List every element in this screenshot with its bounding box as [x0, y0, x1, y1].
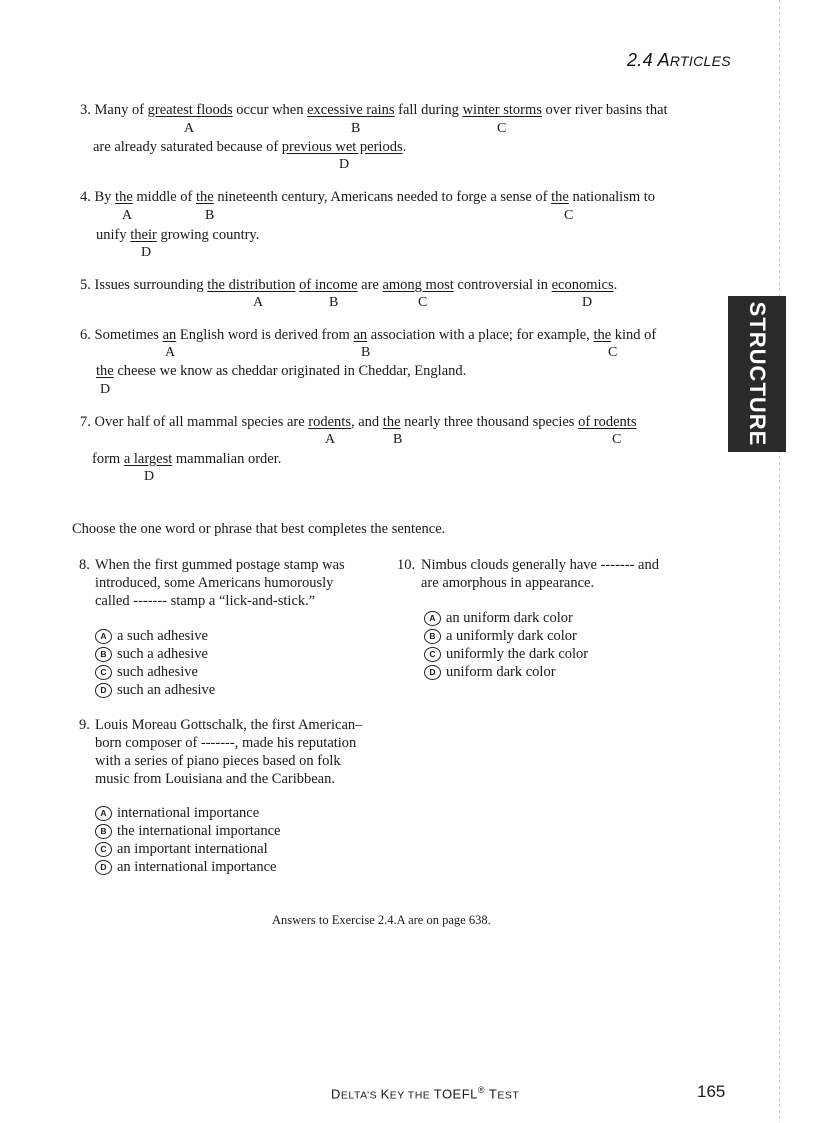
question-9-number: 9. — [79, 717, 90, 733]
question-number: 5. — [80, 277, 91, 293]
question-3-line-2: are already saturated because of previous wet periods. — [93, 139, 407, 155]
answer-bubble[interactable]: C — [95, 842, 112, 857]
page-number: 165 — [697, 1082, 726, 1101]
q9-option-a[interactable]: A international importance — [95, 804, 259, 822]
q8-option-a[interactable]: A a such adhesive — [95, 627, 208, 645]
question-8-stem-3: called ------- stamp a “lick-and-stick.” — [95, 593, 316, 609]
question-7-line-1: 7. Over half of all mammal species are rodents, and the nearly three thousand species of rodents — [80, 414, 637, 430]
question-3-line-1: 3. Many of greatest floods occur when excessive rains fall during winter storms over river basins that — [80, 102, 668, 118]
q9-option-c[interactable]: C an important international — [95, 840, 268, 858]
letter-b: B — [329, 295, 339, 310]
answers-note: Answers to Exercise 2.4.A are on page 638. — [272, 913, 491, 927]
answer-bubble[interactable]: A — [95, 629, 112, 644]
question-number: 7. — [80, 414, 91, 430]
question-6-line-2: the cheese we know as cheddar originated in Cheddar, England. — [96, 363, 467, 379]
question-10-stem-2: are amorphous in appearance. — [421, 575, 595, 591]
question-number: 6. — [80, 327, 91, 343]
registered-mark: ® — [477, 1085, 486, 1095]
question-5-line-1: 5. Issues surrounding the distribution of income are among most controversial in economics. — [80, 277, 618, 293]
section-number: 2.4 — [627, 50, 653, 70]
question-9-stem-1: Louis Moreau Gottschalk, the first American– — [95, 717, 363, 733]
q9-option-b[interactable]: B the international importance — [95, 822, 280, 840]
side-tab-label: STRUCTURE — [745, 301, 770, 447]
letter-b: B — [393, 432, 403, 447]
answer-bubble[interactable]: C — [95, 665, 112, 680]
answer-bubble[interactable]: A — [95, 806, 112, 821]
letter-a: A — [184, 121, 195, 136]
answer-bubble[interactable]: C — [424, 647, 441, 662]
q10-option-c[interactable]: C uniformly the dark color — [424, 645, 588, 663]
letter-a: A — [165, 345, 176, 360]
answer-bubble[interactable]: D — [95, 683, 112, 698]
option-b-underlined: excessive rains — [307, 102, 395, 118]
letter-c: C — [612, 432, 622, 447]
q8-option-b[interactable]: B such a adhesive — [95, 645, 208, 663]
answer-bubble[interactable]: D — [424, 665, 441, 680]
question-4-line-1: 4. By the middle of the nineteenth century, Americans needed to forge a sense of the nationalism to — [80, 189, 656, 205]
q10-option-d[interactable]: D uniform dark color — [424, 663, 556, 681]
letter-c: C — [418, 295, 428, 310]
letter-d: D — [100, 382, 111, 397]
letter-c: C — [608, 345, 618, 360]
question-8-number: 8. — [79, 557, 90, 573]
letter-b: B — [351, 121, 361, 136]
running-header — [627, 50, 731, 71]
option-c-underlined: winter storms — [462, 102, 542, 118]
answer-bubble[interactable]: B — [424, 629, 441, 644]
section-title-initial: A — [657, 50, 670, 70]
question-10-stem-1: Nimbus clouds generally have ------- and — [421, 557, 659, 573]
question-number: 4. — [80, 189, 91, 205]
section-title-rest: RTICLES — [669, 53, 731, 69]
question-9-stem-4: music from Louisiana and the Caribbean. — [95, 771, 335, 787]
letter-d: D — [582, 295, 593, 310]
book-title: DELTA’S KEY THE TOEFL® TEST — [331, 1085, 520, 1102]
q10-option-a[interactable]: A an uniform dark color — [424, 609, 573, 627]
letter-a: A — [253, 295, 264, 310]
letter-c: C — [564, 208, 574, 223]
letter-a: A — [122, 208, 133, 223]
q8-option-d[interactable]: D such an adhesive — [95, 681, 215, 699]
question-9-stem-3: with a series of piano pieces based on folk — [95, 753, 341, 769]
structure-side-tab — [728, 296, 786, 452]
option-a-underlined: greatest floods — [147, 102, 233, 118]
letter-b: B — [205, 208, 215, 223]
question-8-stem-1: When the first gummed postage stamp was — [95, 557, 345, 573]
question-8-stem-2: introduced, some Americans humorously — [95, 575, 334, 591]
letter-d: D — [339, 157, 350, 172]
answer-bubble[interactable]: B — [95, 824, 112, 839]
option-d-underlined: previous wet periods — [281, 139, 403, 155]
question-6-line-1: 6. Sometimes an English word is derived from an association with a place; for example, the kind of — [80, 327, 657, 343]
q8-option-c[interactable]: C such adhesive — [95, 663, 198, 681]
q9-option-d[interactable]: D an international importance — [95, 858, 276, 876]
question-4-line-2: unify their growing country. — [96, 227, 260, 243]
letter-b: B — [361, 345, 371, 360]
answer-bubble[interactable]: A — [424, 611, 441, 626]
letter-d: D — [141, 245, 152, 260]
letter-d: D — [144, 469, 155, 484]
question-9-stem-2: born composer of -------, made his reputation — [95, 735, 357, 751]
answer-bubble[interactable]: D — [95, 860, 112, 875]
letter-a: A — [325, 432, 336, 447]
instruction: Choose the one word or phrase that best completes the sentence. — [72, 521, 446, 537]
question-7-line-2: form a largest mammalian order. — [92, 451, 282, 467]
letter-c: C — [497, 121, 507, 136]
answer-bubble[interactable]: B — [95, 647, 112, 662]
question-10-number: 10. — [397, 557, 416, 573]
q10-option-b[interactable]: B a uniformly dark color — [424, 627, 577, 645]
margin-rule — [779, 0, 780, 1123]
question-number: 3. — [80, 102, 91, 118]
